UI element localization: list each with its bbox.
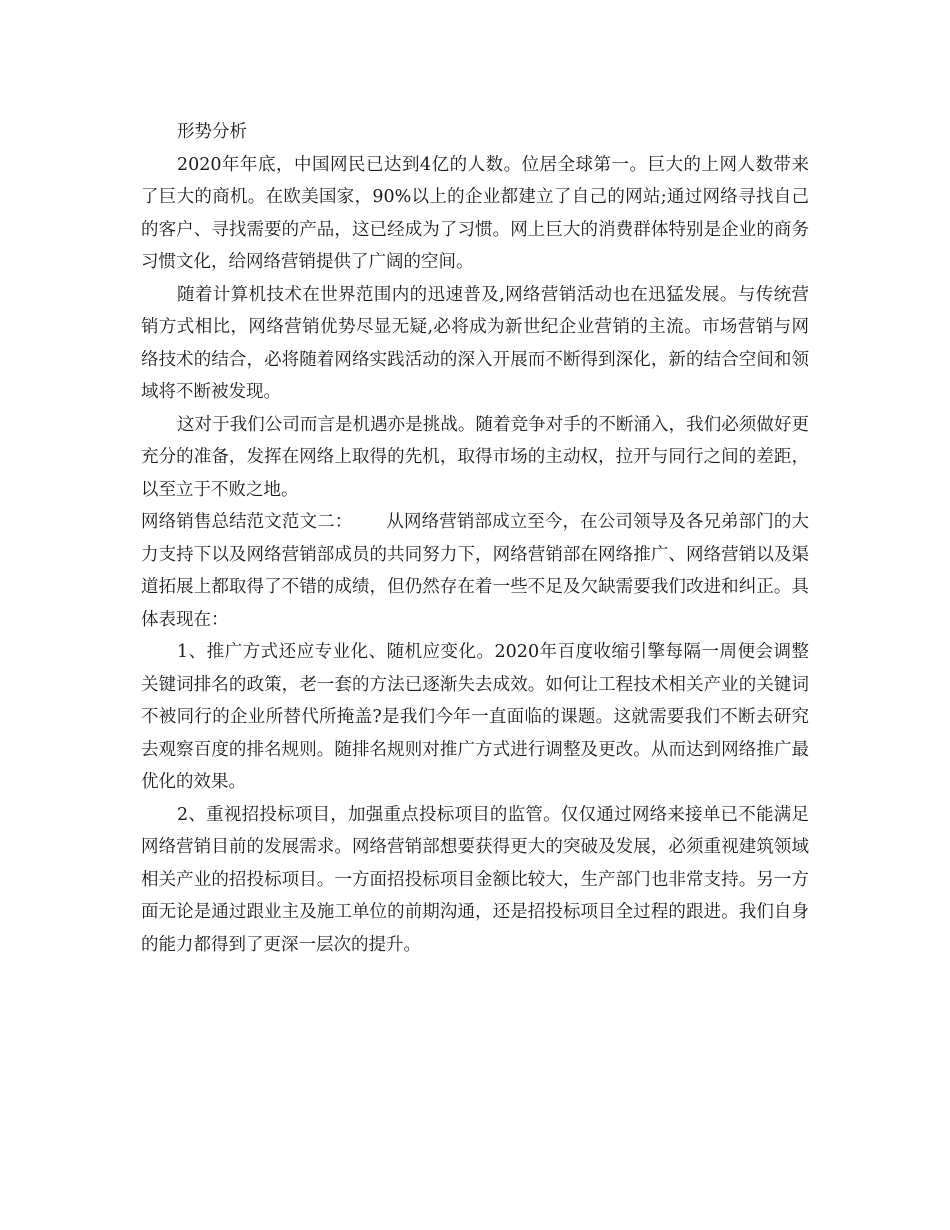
document-body bbox=[141, 116, 809, 961]
paragraph-opportunity-challenge: 这对于我们公司而言是机遇亦是挑战。随着竞争对手的不断涌入，我们必须做好更充分的准备，发挥在网络上取得的先机，取得市场的主动权，拉开与同行之间的差距，以至立于不败之地。 bbox=[141, 414, 809, 500]
section-heading: 形势分析 bbox=[177, 122, 247, 142]
paragraph-point-one: 1、推广方式还应专业化、随机应变化。2020年百度收缩引擎每隔一周便会调整关键词排名的政策，老一套的方法已逐渐失去成效。如何让工程技术相关产业的关键词不被同行的企业所替代所掩盖?是我们今年一直面临的课题。这就需要我们不断去研究去观察百度的排名规则。随排名规则对推广方式进行调整及更改。从而达到网络推广最优化的效果。 bbox=[141, 642, 809, 792]
paragraph-market-overview: 2020年年底，中国网民已达到4亿的人数。位居全球第一。巨大的上网人数带来了巨大的商机。在欧美国家，90%以上的企业都建立了自己的网站;通过网络寻找自己的客户、寻找需要的产品，这已经成为了习惯。网上巨大的消费群体特别是企业的商务习惯文化，给网络营销提供了广阔的空间。 bbox=[141, 154, 809, 272]
paragraph-technology-trend: 随着计算机技术在世界范围内的迅速普及,网络营销活动也在迅猛发展。与传统营销方式相比，网络营销优势尽显无疑,必将成为新世纪企业营销的主流。市场营销与网络技术的结合，必将随着网络实践活动的深入开展而不断得到深化，新的结合空间和领域将不断被发现。 bbox=[141, 284, 809, 402]
paragraph-point-two: 2、重视招投标项目，加强重点投标项目的监管。仅仅通过网络来接单已不能满足网络营销目前的发展需求。网络营销部想要获得更大的突破及发展，必须重视建筑领域相关产业的招投标项目。一方面招投标项目金额比较大，生产部门也非常支持。另一方面无论是通过跟业主及施工单位的前期沟通，还是招投标项目全过程的跟进。我们自身的能力都得到了更深一层次的提升。 bbox=[141, 804, 809, 955]
paragraph-section-two-intro: 网络销售总结范文范文二： 从网络营销部成立至今，在公司领导及各兄弟部门的大力支持下以及网络营销部成员的共同努力下，网络营销部在网络推广、网络营销以及渠道拓展上都取得了不错的成绩，但仍然存在着一些不足及欠缺需要我们改进和纠正。具体表现在： bbox=[141, 512, 809, 630]
